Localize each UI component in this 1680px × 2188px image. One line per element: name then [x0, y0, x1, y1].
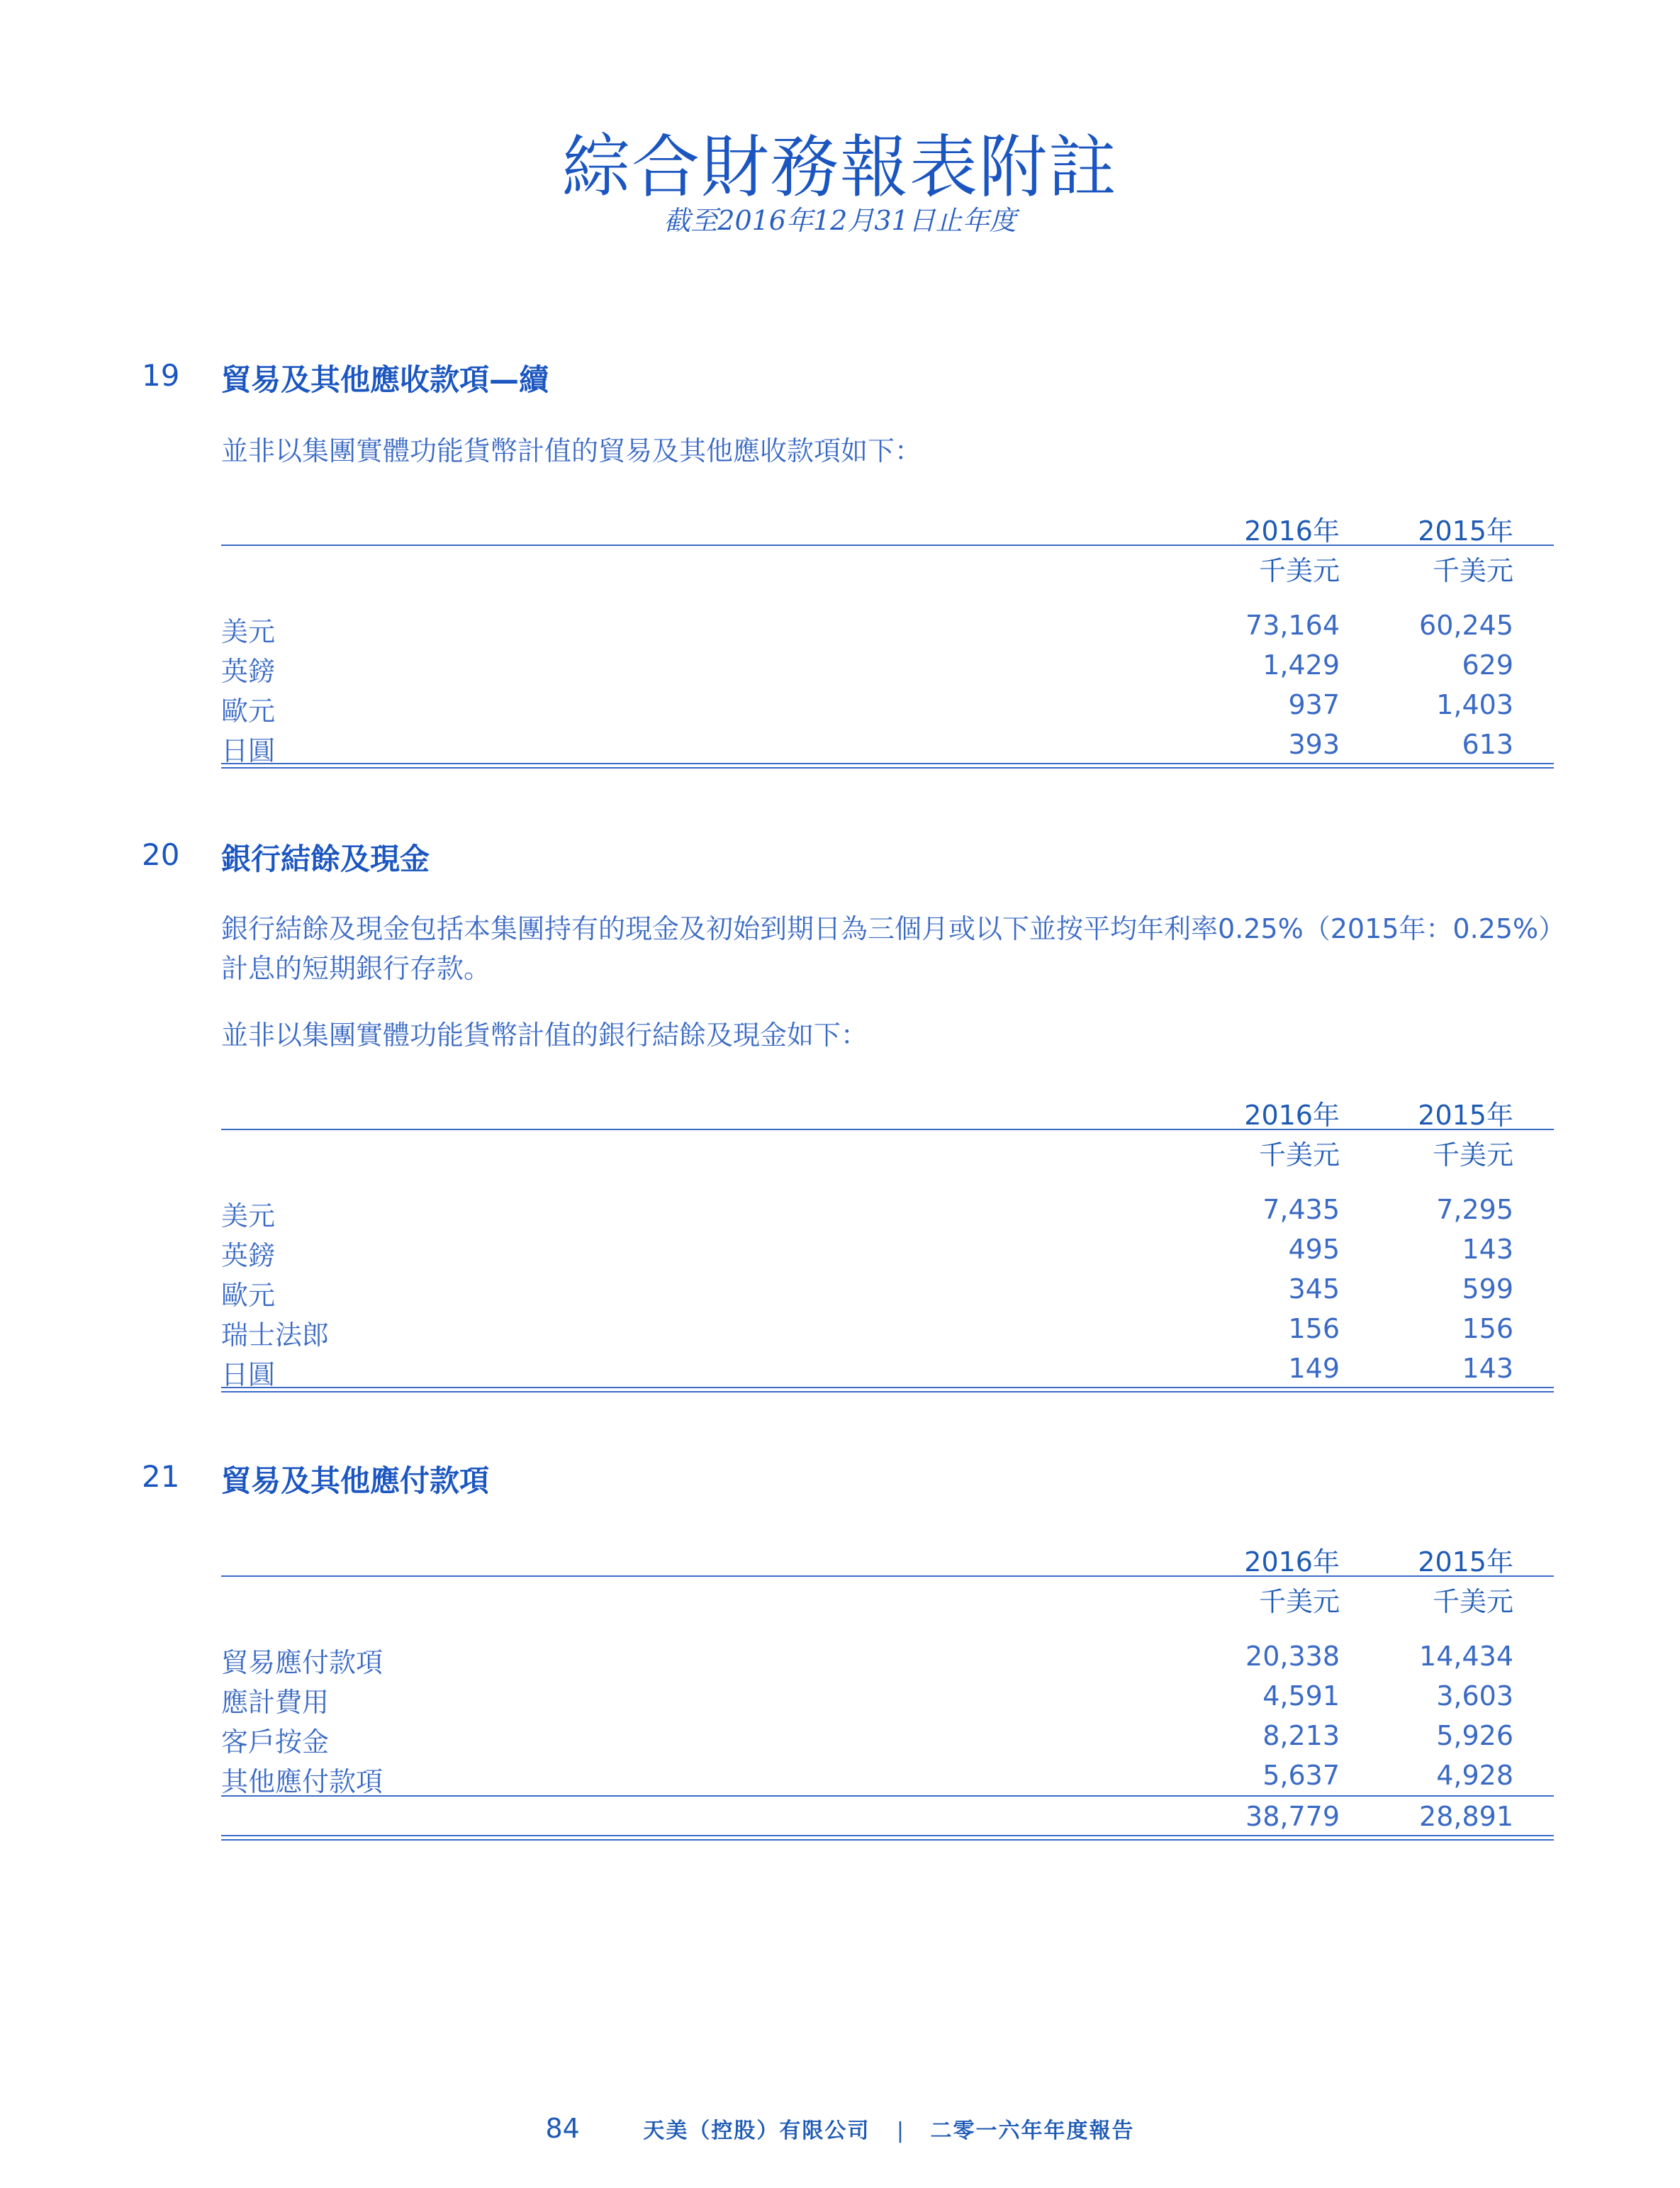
s19-row-v2016: 937: [1288, 689, 1340, 720]
s21-bottom-double-rule: [221, 1835, 1554, 1841]
s21-col-2015: 2015年: [1418, 1546, 1513, 1578]
s19-row-v2016: 1,429: [1262, 649, 1340, 681]
s21-row-label: 應計費用: [221, 1687, 330, 1718]
s20-row-v2016: 345: [1288, 1273, 1340, 1305]
s20-unit-2016: 千美元: [1258, 1139, 1340, 1171]
s19-row-label: 日圓: [221, 735, 276, 766]
s20-row-v2015: 7,295: [1436, 1194, 1513, 1225]
s21-row-v2015: 5,926: [1436, 1720, 1513, 1751]
s19-header-rule: [221, 545, 1554, 546]
section-19-intro: 並非以集團實體功能貨幣計值的貿易及其他應收款項如下：: [221, 435, 922, 467]
s20-unit-2015: 千美元: [1432, 1139, 1513, 1171]
s20-row-label: 美元: [221, 1200, 276, 1232]
s20-row-label: 日圓: [221, 1359, 276, 1390]
s20-row-v2016: 495: [1288, 1234, 1340, 1265]
s20-row-label: 瑞士法郎: [221, 1319, 330, 1351]
s20-col-2015: 2015年: [1418, 1100, 1513, 1131]
s19-unit-2015: 千美元: [1432, 555, 1513, 586]
s19-row-v2015: 613: [1462, 729, 1513, 760]
section-20-title: 銀行結餘及現金: [221, 842, 430, 876]
s21-row-label: 貿易應付款項: [221, 1647, 383, 1678]
s21-total-2016: 38,779: [1245, 1801, 1340, 1832]
s19-col-2015: 2015年: [1418, 515, 1513, 547]
s21-row-v2016: 20,338: [1245, 1641, 1340, 1672]
s20-header-rule: [221, 1129, 1554, 1130]
section-19-title: 貿易及其他應收款項—續: [221, 362, 549, 397]
s19-row-label: 歐元: [221, 696, 276, 727]
s20-row-v2015: 156: [1462, 1313, 1513, 1344]
s21-unit-2015: 千美元: [1432, 1586, 1513, 1617]
s21-row-label: 客戶按金: [221, 1726, 330, 1758]
page-subtitle: 截至2016年12月31日止年度: [663, 205, 1017, 236]
s21-row-label: 其他應付款項: [221, 1766, 383, 1797]
footer-separator: |: [896, 2119, 904, 2143]
s19-row-v2015: 60,245: [1419, 610, 1513, 641]
s20-row-v2015: 599: [1462, 1273, 1513, 1305]
s21-header-rule: [221, 1575, 1554, 1577]
s20-row-label: 英鎊: [221, 1240, 276, 1271]
footer-report: 二零一六年年度報告: [930, 2119, 1135, 2143]
s21-col-2016: 2016年: [1244, 1546, 1340, 1578]
s21-row-v2016: 4,591: [1262, 1680, 1340, 1712]
s19-unit-2016: 千美元: [1258, 555, 1340, 586]
section-20-number: 20: [142, 837, 180, 872]
s20-row-v2016: 149: [1288, 1353, 1340, 1384]
s21-row-v2015: 3,603: [1436, 1680, 1513, 1712]
s20-row-v2015: 143: [1462, 1353, 1513, 1384]
s20-bottom-double-rule: [221, 1387, 1554, 1392]
footer-company: 天美（控股）有限公司: [643, 2119, 870, 2143]
s19-row-v2015: 1,403: [1436, 689, 1513, 720]
s21-row-v2015: 4,928: [1436, 1760, 1513, 1791]
s21-row-v2016: 5,637: [1262, 1760, 1340, 1791]
page-number: 84: [545, 2113, 580, 2144]
s21-unit-2016: 千美元: [1258, 1586, 1340, 1617]
s21-row-v2016: 8,213: [1262, 1720, 1340, 1751]
s20-col-2016: 2016年: [1244, 1100, 1340, 1131]
s19-col-2016: 2016年: [1244, 515, 1340, 547]
s19-row-v2015: 629: [1462, 649, 1513, 681]
section-21-number: 21: [142, 1459, 180, 1494]
s19-row-label: 美元: [221, 616, 276, 647]
page-footer: [0, 2113, 1680, 2144]
page-title: 綜合財務報表附註: [562, 128, 1118, 207]
s21-row-v2015: 14,434: [1419, 1641, 1513, 1672]
s19-bottom-double-rule: [221, 763, 1554, 769]
s19-row-v2016: 393: [1288, 729, 1340, 760]
s19-row-v2016: 73,164: [1245, 610, 1340, 641]
section-21-title: 貿易及其他應付款項: [221, 1463, 490, 1498]
section-20-intro: 並非以集團實體功能貨幣計值的銀行結餘及現金如下：: [221, 1020, 868, 1051]
s21-subtotal-rule: [221, 1795, 1554, 1797]
section-19-number: 19: [142, 358, 180, 393]
s20-row-label: 歐元: [221, 1280, 276, 1311]
s20-row-v2016: 7,435: [1262, 1194, 1340, 1225]
s20-row-v2015: 143: [1462, 1234, 1513, 1265]
s19-row-label: 英鎊: [221, 656, 276, 687]
s20-row-v2016: 156: [1288, 1313, 1340, 1344]
s21-total-2015: 28,891: [1419, 1801, 1513, 1832]
section-20-paragraph: 銀行結餘及現金包括本集團持有的現金及初始到期日為三個月或以下並按平均年利率0.25%（2015年：0.25%）計息的短期銀行存款。: [221, 913, 1552, 984]
